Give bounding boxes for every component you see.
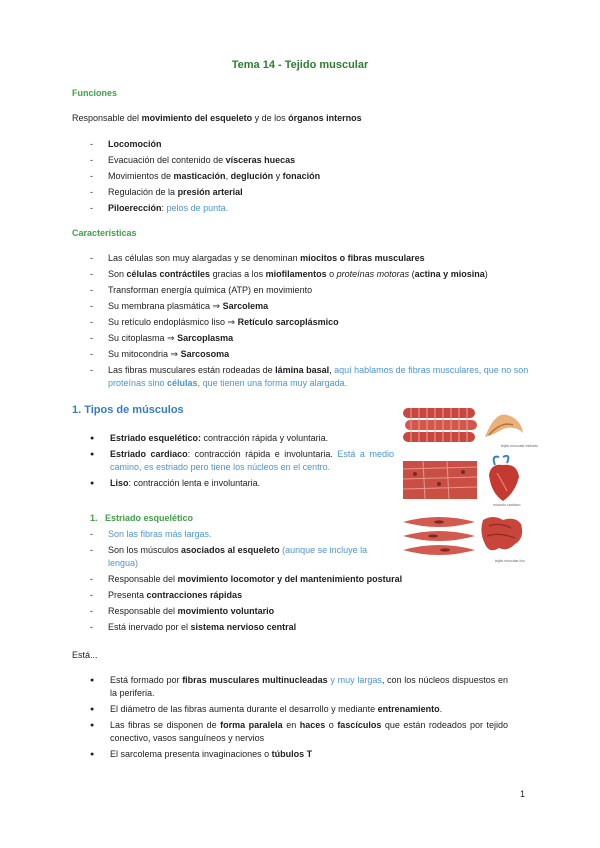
text: o xyxy=(326,269,337,279)
text-bold: sistema nervioso central xyxy=(190,622,297,632)
text-bold: Sarcosoma xyxy=(180,349,230,359)
list-item xyxy=(90,448,394,474)
text: o xyxy=(325,720,338,730)
text: ) xyxy=(484,269,488,279)
text-italic: proteínas motoras xyxy=(336,269,410,279)
text-bold: movimiento del esqueleto xyxy=(141,113,253,123)
text-bold: movimiento voluntario xyxy=(177,606,275,616)
cardiac-muscle-figure xyxy=(403,455,531,507)
text-blue: Son las fibras más largas. xyxy=(108,529,212,539)
text: Son los músculos xyxy=(108,545,182,555)
text: Transforman energía química (ATP) en movimiento xyxy=(108,285,313,295)
esta-list xyxy=(90,674,508,764)
caracteristicas-list xyxy=(90,252,530,393)
list-item xyxy=(90,268,530,284)
text: , xyxy=(329,365,335,375)
text: Son xyxy=(108,269,127,279)
text-bold: Retículo sarcoplásmico xyxy=(237,317,339,327)
list-item xyxy=(90,252,530,268)
list-item xyxy=(90,432,394,445)
text: Responsable del xyxy=(72,113,142,123)
tipos-list xyxy=(90,432,394,493)
text: Las células son muy alargadas y se denominan xyxy=(108,253,301,263)
text: Su membrana plasmática ⇒ xyxy=(108,301,223,311)
text: gracias a los xyxy=(210,269,266,279)
text: Su retículo endoplásmico liso ⇒ xyxy=(108,317,238,327)
text-bold: masticación xyxy=(173,171,226,181)
list-item xyxy=(90,674,508,700)
text-blue: muy largas xyxy=(337,675,382,685)
text: contracción rápida y voluntaria. xyxy=(201,433,329,443)
text-bold: células contráctiles xyxy=(126,269,211,279)
list-item xyxy=(90,703,508,716)
text: Movimientos de xyxy=(108,171,174,181)
list-item xyxy=(90,138,320,154)
text-bold: fonación xyxy=(282,171,321,181)
list-item xyxy=(90,528,394,544)
estriado-list xyxy=(90,528,403,637)
text-blue: aquí hablamos de fibras musculares, que no son proteínas sino xyxy=(108,365,529,388)
text-blue: Está a medio camino, es estriado pero tiene los núcleos en el centro. xyxy=(110,449,394,472)
figure-caption: tejido muscular liso xyxy=(495,559,525,563)
list-item xyxy=(90,332,530,348)
heading-number: 1. xyxy=(90,513,98,523)
text-bold: entrenamiento xyxy=(377,704,440,714)
figure-caption: músculo cardíaco xyxy=(493,503,521,507)
text: Responsable del xyxy=(108,574,178,584)
text-bold: Locomoción xyxy=(108,139,162,149)
text: Responsable del xyxy=(108,606,178,616)
list-item xyxy=(90,605,394,621)
text-bold: órganos internos xyxy=(288,113,362,123)
text-blue: y xyxy=(327,675,338,685)
text: ( xyxy=(409,269,415,279)
list-item xyxy=(90,154,320,170)
text-bold: forma paralela xyxy=(220,720,283,730)
list-item xyxy=(90,348,530,364)
text-blue: pelos de punta. xyxy=(166,203,229,213)
text-bold: Liso xyxy=(110,478,129,488)
text-bold: movimiento locomotor y del mantenimiento postural xyxy=(177,574,403,584)
list-item xyxy=(90,300,530,316)
heading-caracteristicas: Características xyxy=(72,228,137,238)
text: Está inervado por el xyxy=(108,622,191,632)
text: y xyxy=(273,171,283,181)
text-blue: (aunque se incluye la lengua) xyxy=(108,545,368,568)
list-item xyxy=(90,573,528,589)
text-bold: túbulos T xyxy=(271,749,313,759)
text: Su mitocondria ⇒ xyxy=(108,349,181,359)
text: Su citoplasma ⇒ xyxy=(108,333,178,343)
text: : contracción lenta e involuntaria. xyxy=(128,478,261,488)
text-bold: haces xyxy=(299,720,326,730)
text: Evacuación del contenido de xyxy=(108,155,226,165)
text-bold: Estriado cardiaco xyxy=(110,449,188,459)
heading-text: Estriado esquelético xyxy=(105,513,194,523)
text-bold: asociados al esqueleto xyxy=(181,545,280,555)
list-item xyxy=(90,589,394,605)
text-bold: Sarcolema xyxy=(222,301,269,311)
text: que están rodeados por tejido conectivo, vasos sanguíneos y nervios xyxy=(110,720,508,743)
text-bold: miocitos o fibras musculares xyxy=(300,253,425,263)
smooth-muscle-figure xyxy=(403,512,531,566)
text: y de los xyxy=(252,113,289,123)
list-item xyxy=(90,202,320,218)
text-blue: , que tienen una forma muy alargada. xyxy=(197,378,348,388)
text-bold: contracciones rápidas xyxy=(146,590,243,600)
text: , con los núcleos dispuestos en la periferia. xyxy=(110,675,508,698)
text-bold: fascículos xyxy=(337,720,382,730)
text-bold: Sarcoplasma xyxy=(177,333,234,343)
text: El diámetro de las fibras aumenta durante el desarrollo y mediante xyxy=(110,704,378,714)
esta-label: Está... xyxy=(72,650,98,660)
heading-funciones: Funciones xyxy=(72,88,118,98)
list-item xyxy=(90,477,394,490)
figure-caption: tejido muscular estriado xyxy=(501,444,538,448)
page-number: 1 xyxy=(520,789,526,799)
text: Está formado por xyxy=(110,675,183,685)
text-bold: fibras musculares multinucleadas xyxy=(182,675,328,685)
heading-tipos: 1. Tipos de músculos xyxy=(72,404,184,416)
text: . xyxy=(439,704,443,714)
text-bold: lámina basal xyxy=(275,365,330,375)
list-item xyxy=(90,170,320,186)
list-item xyxy=(90,544,394,573)
text: Las fibras musculares están rodeadas de xyxy=(108,365,276,375)
list-item xyxy=(90,364,530,393)
text-bold: presión arterial xyxy=(177,187,243,197)
heading-estriado xyxy=(90,512,193,525)
list-item xyxy=(90,719,508,745)
text-bold: deglución xyxy=(230,171,274,181)
text: El sarcolema presenta invaginaciones o xyxy=(110,749,272,759)
list-item xyxy=(90,316,530,332)
page-title: Tema 14 - Tejido muscular xyxy=(231,59,369,71)
list-item xyxy=(90,621,394,637)
text-bold: Estriado esquelético: xyxy=(110,433,202,443)
text: , xyxy=(225,171,231,181)
text: : xyxy=(161,203,167,213)
text-blue-bold: células xyxy=(167,378,198,388)
list-item xyxy=(90,284,530,300)
list-item xyxy=(90,186,320,202)
list-item xyxy=(90,748,508,761)
text: Las fibras se disponen de xyxy=(110,720,221,730)
funciones-list xyxy=(90,138,320,218)
text-bold: miofilamentos xyxy=(265,269,327,279)
skeletal-muscle-figure xyxy=(403,405,538,449)
text: : contracción rápida e involuntaria. xyxy=(187,449,338,459)
text: en xyxy=(282,720,300,730)
text-bold: Piloerección xyxy=(108,203,162,213)
text: Regulación de la xyxy=(108,187,178,197)
text-bold: vísceras huecas xyxy=(225,155,296,165)
text-bold: actina y miosina xyxy=(414,269,485,279)
funciones-intro xyxy=(72,112,362,125)
text: Presenta xyxy=(108,590,147,600)
